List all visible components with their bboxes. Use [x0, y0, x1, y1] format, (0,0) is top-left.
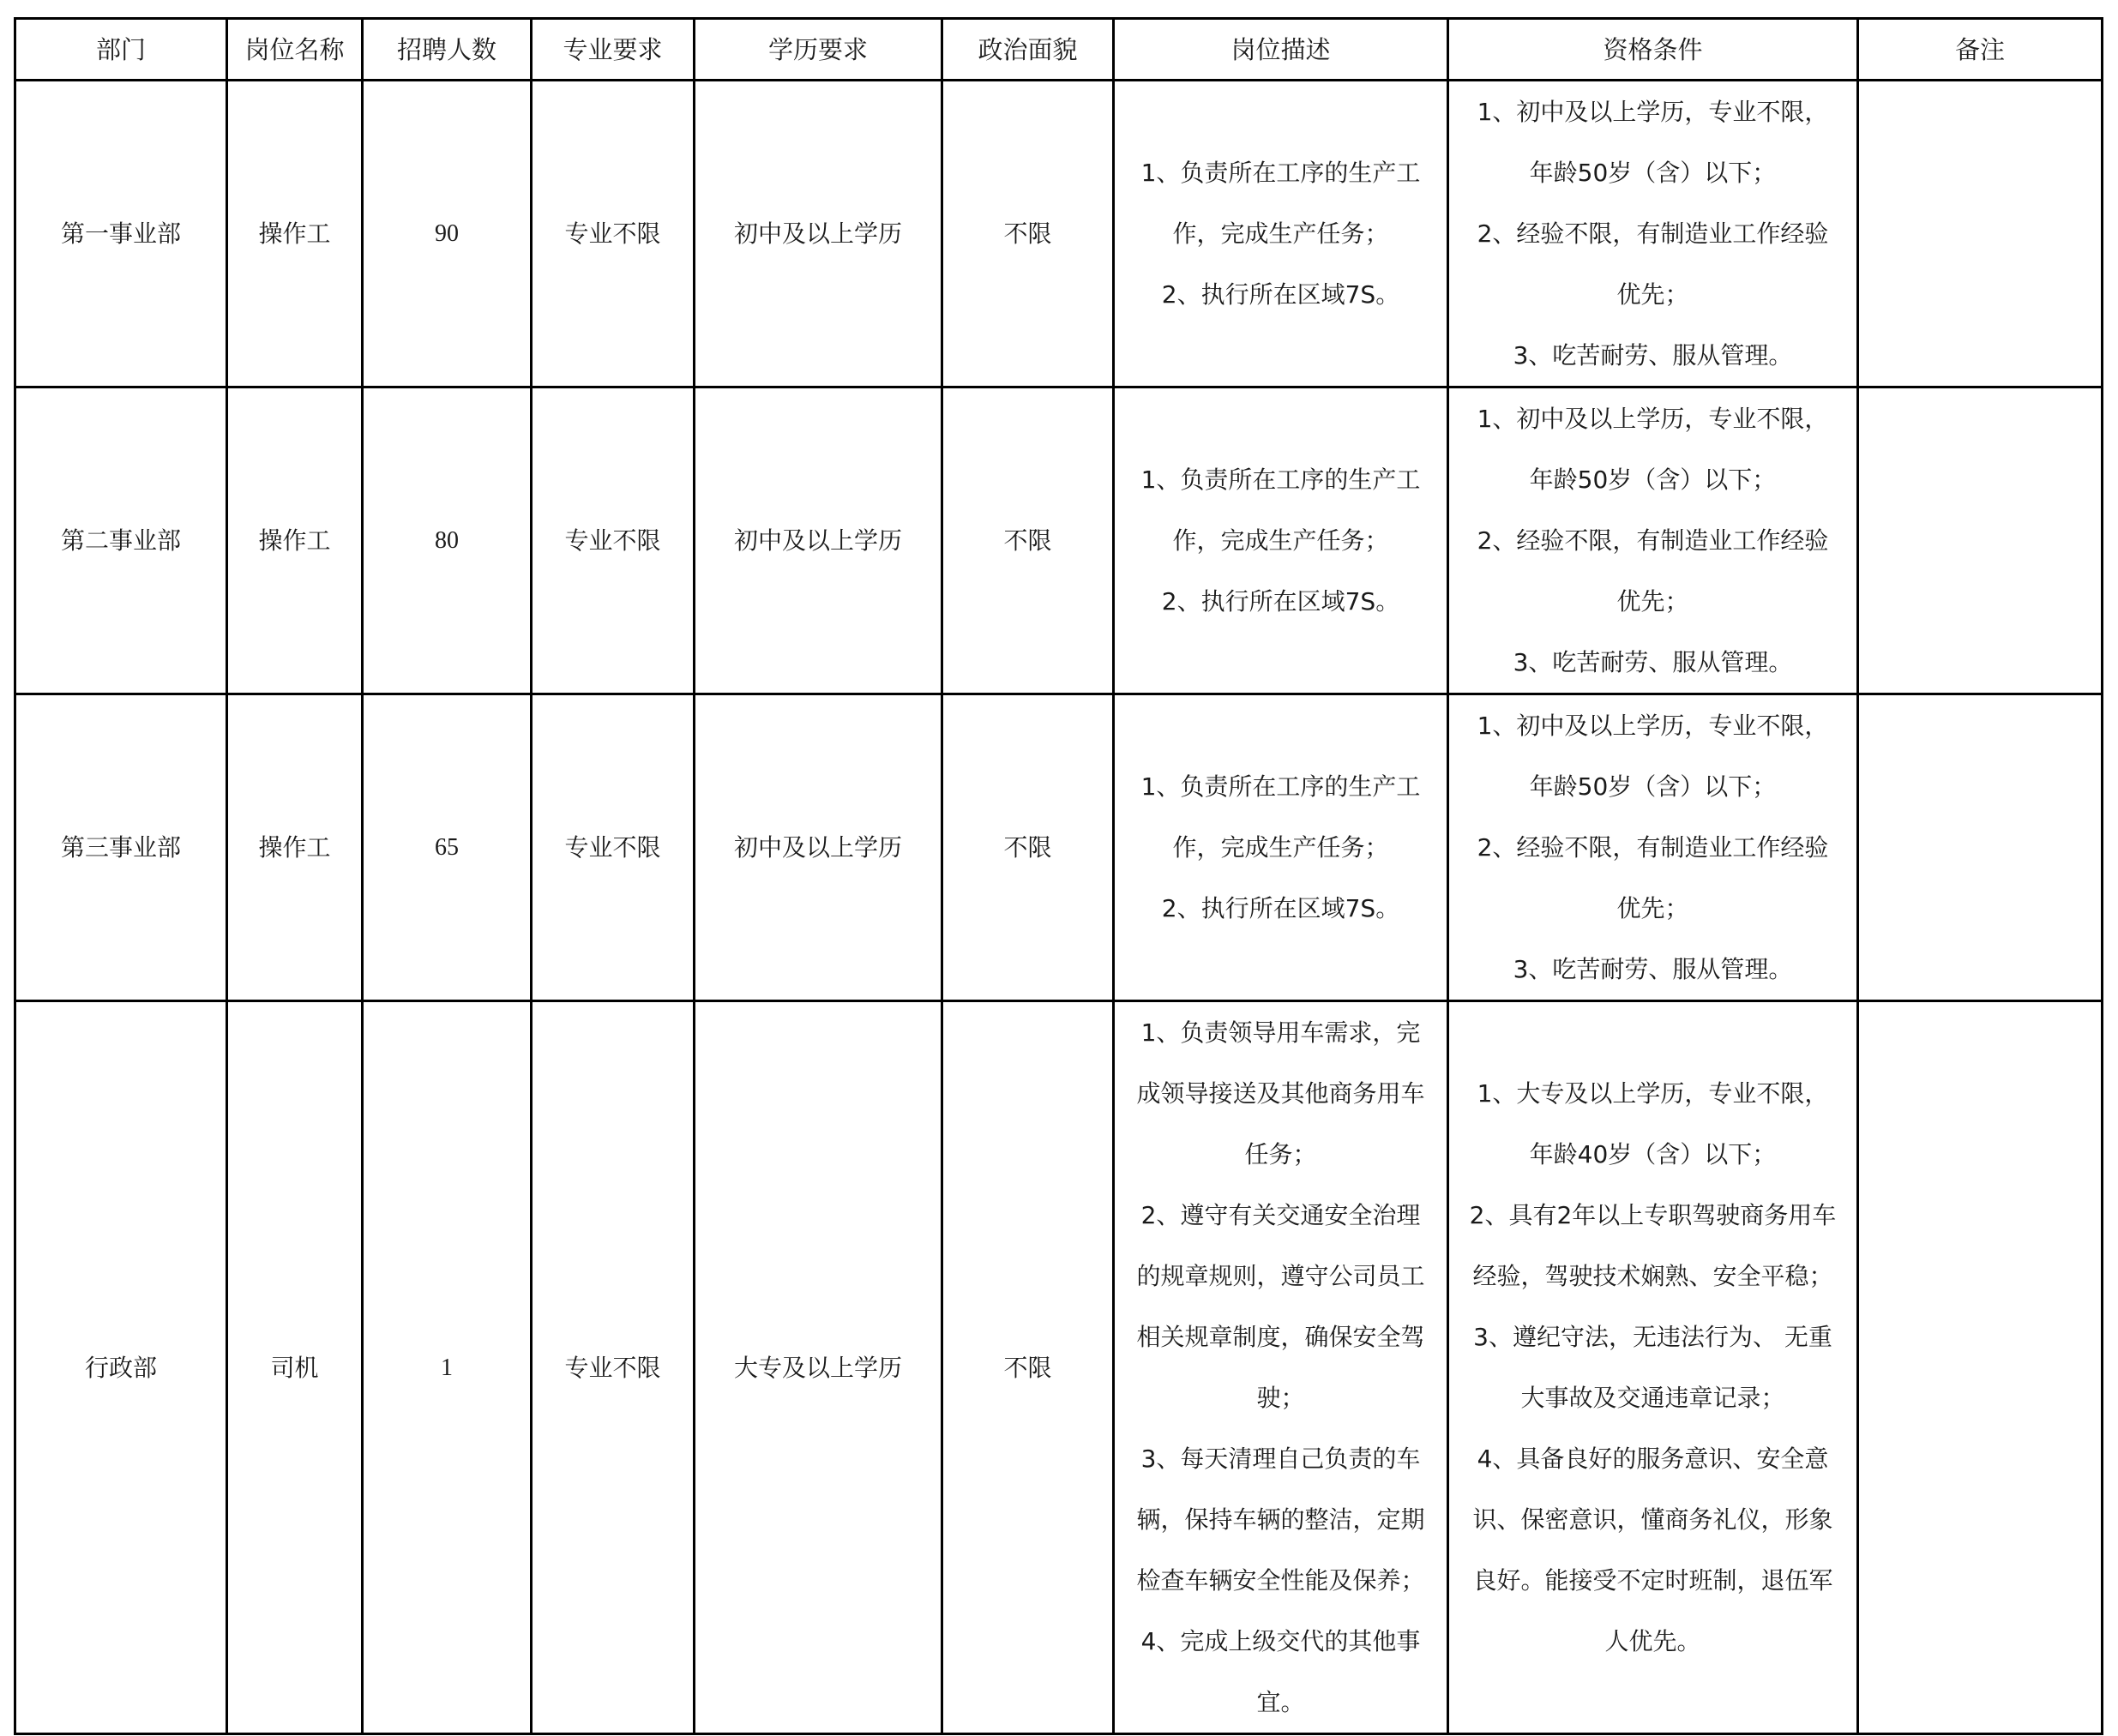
qualification-line: 2、经验不限，有制造业工作经验 — [1477, 526, 1829, 555]
cell-department: 第二事业部 — [15, 387, 227, 694]
qualification-line: 2、经验不限，有制造业工作经验 — [1477, 219, 1829, 248]
table-row — [15, 387, 2103, 694]
cell-description — [1114, 694, 1448, 1001]
cell-major: 专业不限 — [532, 1001, 695, 1734]
qualification-line: 1、初中及以上学历，专业不限， — [1477, 712, 1829, 740]
cell-education: 初中及以上学历 — [695, 387, 942, 694]
cell-education: 初中及以上学历 — [695, 81, 942, 387]
qualification-line: 年龄50岁（含）以下； — [1529, 466, 1777, 494]
cell-remarks — [1858, 81, 2103, 387]
description-line: 检查车辆安全性能及保养； — [1136, 1566, 1425, 1595]
cell-headcount: 1 — [363, 1001, 532, 1734]
header-description: 岗位描述 — [1114, 19, 1448, 81]
cell-description — [1114, 1001, 1448, 1734]
cell-position: 操作工 — [227, 387, 363, 694]
cell-qualification — [1448, 694, 1858, 1001]
cell-qualification — [1448, 1001, 1858, 1734]
description-line: 的规章规则，遵守公司员工 — [1136, 1262, 1425, 1290]
table-row — [15, 81, 2103, 387]
cell-headcount: 90 — [363, 81, 532, 387]
description-line: 作，完成生产任务； — [1172, 526, 1389, 555]
description-line: 1、负责所在工序的生产工 — [1140, 466, 1421, 494]
qualification-line: 优先； — [1616, 587, 1689, 616]
header-education: 学历要求 — [695, 19, 942, 81]
cell-education: 初中及以上学历 — [695, 694, 942, 1001]
cell-department: 第三事业部 — [15, 694, 227, 1001]
cell-qualification — [1448, 81, 1858, 387]
qualification-line: 年龄40岁（含）以下； — [1529, 1140, 1777, 1168]
qualification-line: 3、遵纪守法，无违法行为、 无重 — [1473, 1323, 1832, 1351]
header-qualification: 资格条件 — [1448, 19, 1858, 81]
description-line: 1、负责所在工序的生产工 — [1140, 772, 1421, 801]
cell-political-status: 不限 — [942, 81, 1114, 387]
description-line: 驶； — [1256, 1384, 1305, 1412]
qualification-line: 3、吃苦耐劳、服从管理。 — [1513, 955, 1793, 983]
description-line: 4、完成上级交代的其他事 — [1140, 1627, 1421, 1655]
header-headcount: 招聘人数 — [363, 19, 532, 81]
qualification-line: 4、具备良好的服务意识、安全意 — [1477, 1445, 1829, 1473]
qualification-line: 年龄50岁（含）以下； — [1529, 772, 1777, 801]
cell-political-status: 不限 — [942, 694, 1114, 1001]
cell-remarks — [1858, 1001, 2103, 1734]
header-position: 岗位名称 — [227, 19, 363, 81]
description-line: 2、执行所在区域7S。 — [1161, 587, 1400, 616]
qualification-line: 良好。能接受不定时班制，退伍军 — [1472, 1566, 1833, 1595]
header-major: 专业要求 — [532, 19, 695, 81]
qualification-line: 优先； — [1616, 894, 1689, 922]
qualification-line: 年龄50岁（含）以下； — [1529, 159, 1777, 187]
header-department: 部门 — [15, 19, 227, 81]
cell-qualification — [1448, 387, 1858, 694]
cell-remarks — [1858, 694, 2103, 1001]
description-line: 1、负责所在工序的生产工 — [1140, 159, 1421, 187]
qualification-line: 3、吃苦耐劳、服从管理。 — [1513, 648, 1793, 676]
description-line: 宜。 — [1256, 1688, 1305, 1716]
description-line: 成领导接送及其他商务用车 — [1136, 1079, 1425, 1108]
cell-position: 操作工 — [227, 694, 363, 1001]
cell-education: 大专及以上学历 — [695, 1001, 942, 1734]
qualification-line: 1、大专及以上学历，专业不限， — [1477, 1079, 1829, 1108]
qualification-line: 大事故及交通违章记录； — [1520, 1384, 1785, 1412]
description-line: 2、遵守有关交通安全治理 — [1140, 1201, 1421, 1229]
description-line: 2、执行所在区域7S。 — [1161, 280, 1400, 309]
header-political-status: 政治面貌 — [942, 19, 1114, 81]
cell-major: 专业不限 — [532, 81, 695, 387]
cell-department: 行政部 — [15, 1001, 227, 1734]
qualification-line: 优先； — [1616, 280, 1689, 309]
description-line: 1、负责领导用车需求，完 — [1140, 1018, 1421, 1047]
cell-headcount: 65 — [363, 694, 532, 1001]
qualification-line: 1、初中及以上学历，专业不限， — [1477, 405, 1829, 433]
table-row — [15, 694, 2103, 1001]
description-line: 3、每天清理自己负责的车 — [1140, 1445, 1421, 1473]
qualification-line: 1、初中及以上学历，专业不限， — [1477, 98, 1829, 126]
cell-major: 专业不限 — [532, 387, 695, 694]
description-line: 2、执行所在区域7S。 — [1161, 894, 1400, 922]
qualification-line: 识、保密意识，懂商务礼仪，形象 — [1472, 1505, 1833, 1534]
cell-political-status: 不限 — [942, 387, 1114, 694]
recruitment-table — [14, 17, 2103, 1735]
cell-description — [1114, 387, 1448, 694]
header-remarks: 备注 — [1858, 19, 2103, 81]
cell-major: 专业不限 — [532, 694, 695, 1001]
cell-political-status: 不限 — [942, 1001, 1114, 1734]
description-line: 相关规章制度，确保安全驾 — [1136, 1323, 1425, 1351]
description-line: 作，完成生产任务； — [1172, 833, 1389, 862]
description-line: 任务； — [1244, 1140, 1317, 1168]
table-row — [15, 1001, 2103, 1734]
cell-headcount: 80 — [363, 387, 532, 694]
cell-position: 司机 — [227, 1001, 363, 1734]
qualification-line: 人优先。 — [1604, 1627, 1701, 1655]
cell-description — [1114, 81, 1448, 387]
qualification-line: 2、具有2年以上专职驾驶商务用车 — [1469, 1201, 1837, 1229]
cell-remarks — [1858, 387, 2103, 694]
cell-department: 第一事业部 — [15, 81, 227, 387]
cell-position: 操作工 — [227, 81, 363, 387]
qualification-line: 经验，驾驶技术娴熟、安全平稳； — [1472, 1262, 1833, 1290]
qualification-line: 3、吃苦耐劳、服从管理。 — [1513, 341, 1793, 369]
qualification-line: 2、经验不限，有制造业工作经验 — [1477, 833, 1829, 862]
description-line: 辆，保持车辆的整洁，定期 — [1136, 1505, 1425, 1534]
description-line: 作，完成生产任务； — [1172, 219, 1389, 248]
table-header-row — [15, 19, 2103, 81]
